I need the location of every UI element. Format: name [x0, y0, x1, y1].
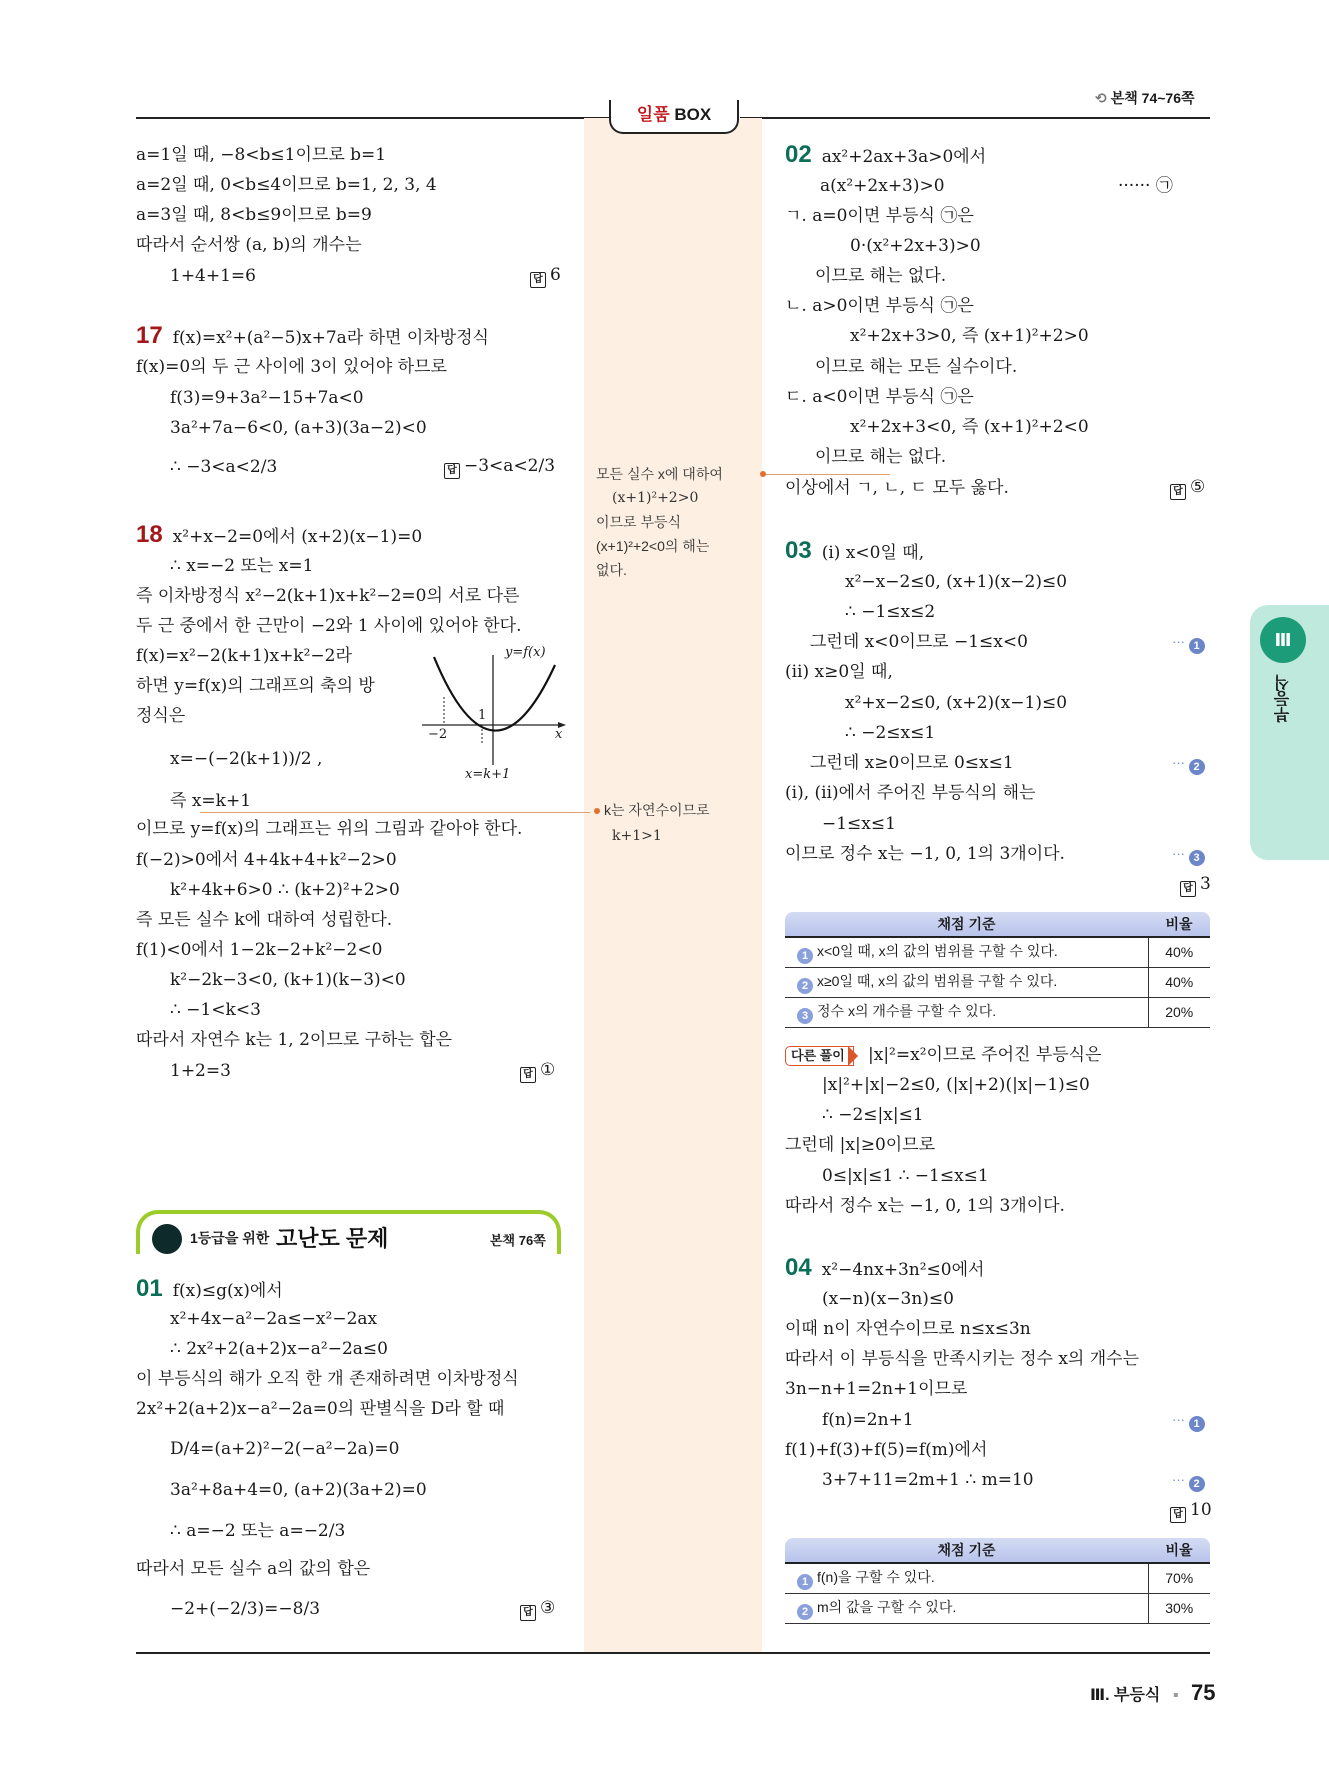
text-line: |x|²=x²이므로 주어진 부등식은 — [868, 1045, 1102, 1065]
box-label-tab: 일품 BOX — [609, 100, 739, 134]
tick-label: −2 — [428, 727, 448, 742]
connector-line — [762, 474, 890, 475]
chapter-tab-label: 부등식 — [1275, 675, 1292, 723]
text-line: ㄱ. a=0이면 부등식 ㉠은 — [785, 206, 974, 226]
header-rule-right — [740, 117, 1210, 119]
criteria-text: 2 m의 값을 구할 수 있다. — [785, 1593, 1148, 1623]
text-line: x²+2x+3<0, 즉 (x+1)²+2<0 — [850, 417, 1089, 437]
answer-mark-icon: 답 — [520, 1067, 536, 1083]
table-row — [785, 1563, 1210, 1593]
answer: 답 10 — [1170, 1500, 1212, 1523]
parabola-graph — [420, 645, 570, 785]
text-line: 이 부등식의 해가 오직 한 개 존재하려면 이차방정식 — [136, 1369, 519, 1389]
text-line: f(−2)>0에서 4+4k+4+k²−2>0 — [136, 850, 397, 870]
scoring-criteria-table — [785, 1538, 1210, 1624]
tick-label: 1 — [478, 708, 487, 723]
step-marker-2: ··· 2 — [1172, 755, 1205, 775]
column-header: 비율 — [1148, 912, 1210, 937]
answer: 답 3 — [1180, 874, 1211, 897]
middle-column-bg — [584, 118, 762, 1653]
alt-label-arrow-icon — [848, 1046, 858, 1066]
note-line: k+1>1 — [612, 828, 662, 844]
page-number: 75 — [1190, 1680, 1216, 1705]
text-line: 04 x²−4nx+3n²≤0에서 — [785, 1254, 985, 1281]
x-axis-label: x — [555, 727, 563, 742]
answer: 답 6 — [530, 265, 561, 288]
equation-marker: ······ ㉠ — [1118, 176, 1173, 196]
criteria-pct: 40% — [1148, 937, 1210, 967]
separator-icon: ▪ — [1172, 1687, 1179, 1704]
text-line: a(x²+2x+3)>0 — [820, 176, 945, 196]
alt-solution-label: 다른 풀이 — [785, 1046, 854, 1066]
answer: 답 ① — [520, 1060, 555, 1083]
table-row — [785, 967, 1210, 997]
text-line: 1+2=3 — [170, 1061, 231, 1081]
text-line: 2x²+2(a+2)x−a²−2a=0의 판별식을 D라 할 때 — [136, 1399, 505, 1419]
footer-chapter: Ⅲ. 부등식 — [1090, 1687, 1161, 1704]
text-line: 이므로 해는 없다. — [815, 447, 947, 467]
question-number: 02 — [785, 141, 812, 168]
step-number-icon: 2 — [797, 978, 813, 994]
axis-of-symmetry-label: x=k+1 — [465, 767, 511, 782]
step-number-icon: 2 — [797, 1604, 813, 1620]
table-row — [785, 1593, 1210, 1623]
criteria-pct: 40% — [1148, 967, 1210, 997]
text-line: ㄷ. a<0이면 부등식 ㉠은 — [785, 387, 974, 407]
text-line: a=3일 때, 8<b≤9이므로 b=9 — [136, 205, 372, 225]
criteria-pct: 70% — [1148, 1563, 1210, 1593]
text-line: (ⅱ) x≥0일 때, — [785, 662, 893, 682]
text-line: 즉 이차방정식 x²−2(k+1)x+k²−2=0의 서로 다른 — [136, 586, 520, 606]
text-line: 그런데 |x|≥0이므로 — [785, 1135, 936, 1155]
header-rule-left — [136, 117, 611, 119]
text-line: 그런데 x<0이므로 −1≤x<0 — [810, 632, 1028, 652]
badge-icon — [152, 1224, 182, 1254]
text-line: 이때 n이 자연수이므로 n≤x≤3n — [785, 1319, 1031, 1339]
chapter-badge: Ⅲ — [1260, 617, 1306, 663]
answer: 답 ③ — [520, 1598, 555, 1621]
column-header: 채점 기준 — [785, 912, 1148, 937]
text-line: 02 ax²+2ax+3a>0에서 — [785, 141, 987, 168]
table-row — [785, 937, 1210, 967]
text-line: 0·(x²+2x+3)>0 — [850, 236, 981, 256]
text-line: f(n)=2n+1 — [822, 1410, 914, 1430]
text-line: a=2일 때, 0<b≤4이므로 b=1, 2, 3, 4 — [136, 175, 437, 195]
text-line: x²+2x+3>0, 즉 (x+1)²+2>0 — [850, 326, 1089, 346]
banner-ref: 본책 76쪽 — [490, 1233, 546, 1248]
text-line: x=−(−2(k+1))/2 , — [170, 749, 323, 769]
text-line: 3+7+11=2m+1 ∴ m=10 — [822, 1470, 1034, 1490]
chapter-side-tab[interactable] — [1250, 605, 1329, 860]
hard-problem-banner — [136, 1210, 561, 1254]
step-number-icon: 3 — [797, 1008, 813, 1024]
text-line: 이므로 y=f(x)의 그래프는 위의 그림과 같아야 한다. — [136, 819, 523, 839]
text-line: 즉 x=k+1 — [170, 791, 252, 811]
note-line: k는 자연수이므로 — [604, 802, 710, 818]
text-line: ㄴ. a>0이면 부등식 ㉠은 — [785, 296, 974, 316]
text-line: ∴ −1≤x≤2 — [845, 602, 936, 622]
text-line: 03 (ⅰ) x<0일 때, — [785, 537, 925, 564]
column-header: 채점 기준 — [785, 1538, 1148, 1563]
text-line: 따라서 정수 x는 −1, 0, 1의 3개이다. — [785, 1196, 1065, 1216]
text-line: x²+4x−a²−2a≤−x²−2ax — [170, 1309, 378, 1329]
question-number: 03 — [785, 537, 812, 564]
text-line: 이므로 해는 없다. — [815, 266, 947, 286]
text-line: k²−2k−3<0, (k+1)(k−3)<0 — [170, 970, 406, 990]
text-line: 이상에서 ㄱ, ㄴ, ㄷ 모두 옳다. — [785, 478, 1009, 498]
return-arrow-icon: ⟲ — [1095, 90, 1107, 106]
footer-rule — [136, 1652, 1210, 1654]
text-line: 그런데 x≥0이므로 0≤x≤1 — [810, 753, 1014, 773]
text-line: 따라서 이 부등식을 만족시키는 정수 x의 개수는 — [785, 1349, 1140, 1369]
text-line: 18 x²+x−2=0에서 (x+2)(x−1)=0 — [136, 521, 423, 548]
connector-dot — [760, 471, 766, 477]
scoring-criteria-table — [785, 912, 1210, 1028]
text-line: 3a²+8a+4=0, (a+2)(3a+2)=0 — [170, 1480, 427, 1500]
criteria-pct: 20% — [1148, 997, 1210, 1027]
banner-title: 고난도 문제 — [276, 1226, 389, 1251]
text-line: f(3)=9+3a²−15+7a<0 — [170, 388, 364, 408]
step-marker-3: ··· 3 — [1172, 846, 1205, 866]
answer-mark-icon: 답 — [1170, 1507, 1186, 1523]
step-marker-2: ··· 2 — [1172, 1472, 1205, 1492]
question-number: 18 — [136, 521, 163, 548]
text-line: 이므로 해는 모든 실수이다. — [815, 357, 1018, 377]
question-number: 01 — [136, 1275, 163, 1302]
text-line: 즉 모든 실수 k에 대하여 성립한다. — [136, 910, 393, 930]
connector-line — [200, 812, 590, 813]
text-line: (ⅰ), (ⅱ)에서 주어진 부등식의 해는 — [785, 783, 1036, 803]
text-line: ∴ −3<a<2/3 — [170, 457, 278, 477]
text-line: x²+x−2≤0, (x+2)(x−1)≤0 — [845, 693, 1068, 713]
text-line: 1+4+1=6 — [170, 266, 256, 286]
text-line: ∴ a=−2 또는 a=−2/3 — [170, 1521, 346, 1541]
answer: 답 ⑤ — [1170, 477, 1205, 500]
criteria-text: 3 정수 x의 개수를 구할 수 있다. — [785, 997, 1148, 1027]
answer: 답 −3<a<2/3 — [444, 456, 555, 479]
note-line: 모든 실수 x에 대하여 — [596, 466, 723, 482]
note-line: 이므로 부등식 — [596, 514, 682, 530]
text-line: 17 f(x)=x²+(a²−5)x+7a라 하면 이차방정식 — [136, 322, 489, 349]
text-line: 하면 y=f(x)의 그래프의 축의 방 — [136, 676, 375, 696]
text-line: 따라서 순서쌍 (a, b)의 개수는 — [136, 235, 362, 255]
text-line: k²+4k+6>0 ∴ (k+2)²+2>0 — [170, 880, 400, 900]
text-line: 3a²+7a−6<0, (a+3)(3a−2)<0 — [170, 418, 427, 438]
text-line: −1≤x≤1 — [822, 814, 896, 834]
text-line: 01 f(x)≤g(x)에서 — [136, 1275, 283, 1302]
text-line: f(x)=x²−2(k+1)x+k²−2라 — [136, 646, 352, 666]
text-line: 정식은 — [136, 706, 186, 726]
text-line: 0≤|x|≤1 ∴ −1≤x≤1 — [822, 1166, 989, 1186]
text-line: x²−x−2≤0, (x+1)(x−2)≤0 — [845, 572, 1068, 592]
text-line: 두 근 중에서 한 근만이 −2와 1 사이에 있어야 한다. — [136, 616, 522, 636]
criteria-text: 2 x≥0일 때, x의 값의 범위를 구할 수 있다. — [785, 967, 1148, 997]
text-line: 따라서 자연수 k는 1, 2이므로 구하는 합은 — [136, 1030, 453, 1050]
text-line: ∴ −1<k<3 — [170, 1000, 261, 1020]
text-line: ∴ −2≤x≤1 — [845, 723, 936, 743]
table-row — [785, 997, 1210, 1027]
text-line: f(x)=0의 두 근 사이에 3이 있어야 하므로 — [136, 357, 447, 377]
text-line: 3n−n+1=2n+1이므로 — [785, 1379, 968, 1399]
note-line: 없다. — [596, 562, 627, 578]
answer-mark-icon: 답 — [444, 463, 460, 479]
text-line: ∴ 2x²+2(a+2)x−a²−2a≤0 — [170, 1339, 388, 1359]
step-number-icon: 1 — [797, 1574, 813, 1590]
answer-mark-icon: 답 — [1180, 881, 1196, 897]
text-line: ∴ x=−2 또는 x=1 — [170, 556, 314, 576]
column-header: 비율 — [1148, 1538, 1210, 1563]
parabola-icon — [420, 645, 570, 785]
question-number: 17 — [136, 322, 163, 349]
curve-label: y=f(x) — [505, 645, 546, 660]
step-marker-1: ··· 1 — [1172, 634, 1205, 654]
text-line: D/4=(a+2)²−2(−a²−2a)=0 — [170, 1439, 400, 1459]
ref-pages: ⟲ 본책 74~76쪽 — [1095, 90, 1195, 106]
criteria-pct: 30% — [1148, 1593, 1210, 1623]
text-line: (x−n)(x−3n)≤0 — [822, 1289, 954, 1309]
banner-prefix: 1등급을 위한 — [190, 1230, 270, 1246]
footer — [1090, 1680, 1215, 1706]
text-line: 이므로 정수 x는 −1, 0, 1의 3개이다. — [785, 844, 1065, 864]
question-number: 04 — [785, 1254, 812, 1281]
answer-mark-icon: 답 — [520, 1605, 536, 1621]
answer-mark-icon: 답 — [1170, 484, 1186, 500]
text-line: |x|²+|x|−2≤0, (|x|+2)(|x|−1)≤0 — [822, 1075, 1090, 1095]
text-line: f(1)<0에서 1−2k−2+k²−2<0 — [136, 940, 383, 960]
note-line: (x+1)²+2<0의 해는 — [596, 538, 710, 554]
answer-mark-icon: 답 — [530, 272, 546, 288]
note-line: (x+1)²+2>0 — [612, 490, 699, 506]
text-line: 따라서 모든 실수 a의 값의 합은 — [136, 1559, 371, 1579]
text-line: ∴ −2≤|x|≤1 — [822, 1105, 924, 1125]
text-line: −2+(−2/3)=−8/3 — [170, 1599, 321, 1619]
text-line: a=1일 때, −8<b≤1이므로 b=1 — [136, 145, 387, 165]
connector-dot — [594, 808, 600, 814]
text-line: f(1)+f(3)+f(5)=f(m)에서 — [785, 1440, 988, 1460]
step-marker-1: ··· 1 — [1172, 1412, 1205, 1432]
step-number-icon: 1 — [797, 948, 813, 964]
criteria-text: 1 x<0일 때, x의 값의 범위를 구할 수 있다. — [785, 937, 1148, 967]
criteria-text: 1 f(n)을 구할 수 있다. — [785, 1563, 1148, 1593]
